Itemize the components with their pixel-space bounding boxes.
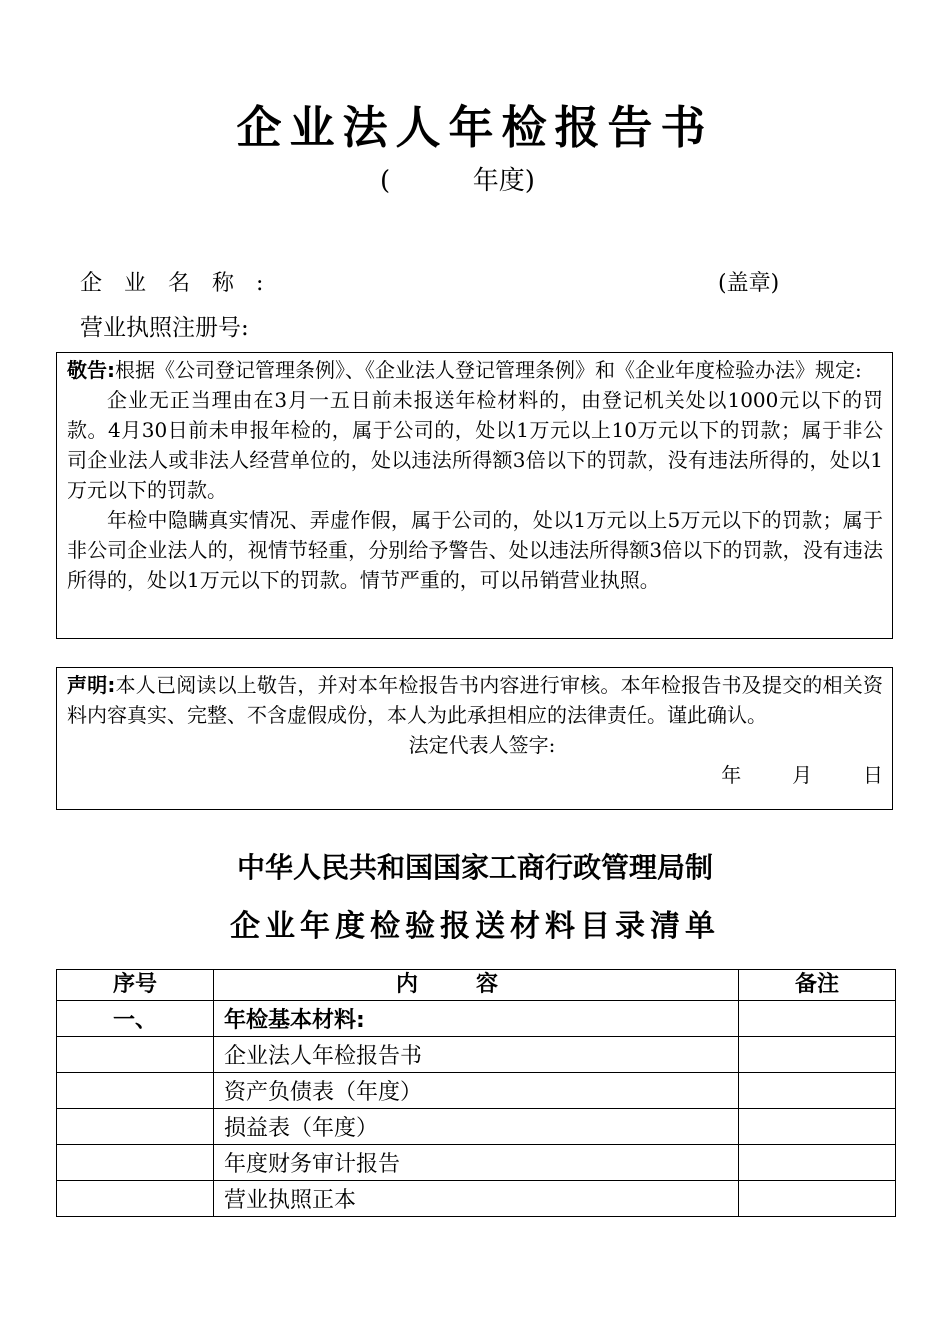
warning-paragraph-1: 企业无正当理由在3月一五日前未报送年检材料的，由登记机关处以1000元以下的罚款。4月30日前未申报年检的，属于公司的，处以1万元以上10万元以下的罚款；属于非公司企业法人或非法人经营单位的，处以违法所得额3倍以下的罚款，没有违法所得的，处以1万元以下的罚款。 [67,388,883,502]
header-number: 序号 [57,970,214,1001]
date-line: 年 月 日 [721,763,883,787]
row-note [739,1145,896,1181]
row-number: 一、 [57,1001,214,1037]
statement-box [56,667,893,810]
warning-box [56,352,893,639]
signature-label: 法定代表人签字: [408,733,556,757]
company-name-label: 企业名称: [80,271,286,296]
row-note [739,1037,896,1073]
row-number [57,1109,214,1145]
row-content: 资产负债表（年度） [214,1073,739,1109]
row-content: 年检基本材料: [214,1001,739,1037]
table-row [57,1037,896,1073]
statement-text: 本人已阅读以上敬告，并对本年检报告书内容进行审核。本年检报告书及提交的相关资料内容真实、完整、不含虚假成份，本人为此承担相应的法律责任。谨此确认。 [67,673,884,727]
row-note [739,1109,896,1145]
header-note: 备注 [739,970,896,1001]
row-content: 年度财务审计报告 [214,1145,739,1181]
materials-table [56,969,896,1217]
table-row [57,1181,896,1217]
header-content: 内容 [214,970,739,1001]
row-note [739,1073,896,1109]
statement-text-block [67,670,883,730]
row-content: 企业法人年检报告书 [214,1037,739,1073]
warning-lead: 敬告: [67,358,115,382]
list-title: 企业年度检验报送材料目录清单 [230,909,720,944]
year-line: ( 年度) [380,166,535,196]
row-number [57,1037,214,1073]
table-row [57,1001,896,1037]
seal-label: (盖章) [718,271,780,296]
statement-lead: 声明: [67,673,116,697]
row-number [57,1145,214,1181]
table-row [57,1145,896,1181]
agency-title: 中华人民共和国国家工商行政管理局制 [236,851,713,884]
license-number-label: 营业执照注册号: [80,315,249,341]
warning-intro-text: 根据《公司登记管理条例》、《企业法人登记管理条例》和《企业年度检验办法》规定: [115,358,862,382]
row-number [57,1073,214,1109]
warning-intro [67,355,883,385]
document-title: 企业法人年检报告书 [236,101,714,154]
row-note [739,1001,896,1037]
row-note [739,1181,896,1217]
row-content: 损益表（年度） [214,1109,739,1145]
table-row [57,1073,896,1109]
table-row [57,1109,896,1145]
row-number [57,1181,214,1217]
row-content: 营业执照正本 [214,1181,739,1217]
table-header-row [57,970,896,1001]
warning-paragraph-2: 年检中隐瞒真实情况、弄虚作假，属于公司的，处以1万元以上5万元以下的罚款；属于非公司企业法人的，视情节轻重，分别给予警告、处以违法所得额3倍以下的罚款，没有违法所得的，处以1万元以下的罚款。情节严重的，可以吊销营业执照。 [67,508,883,592]
